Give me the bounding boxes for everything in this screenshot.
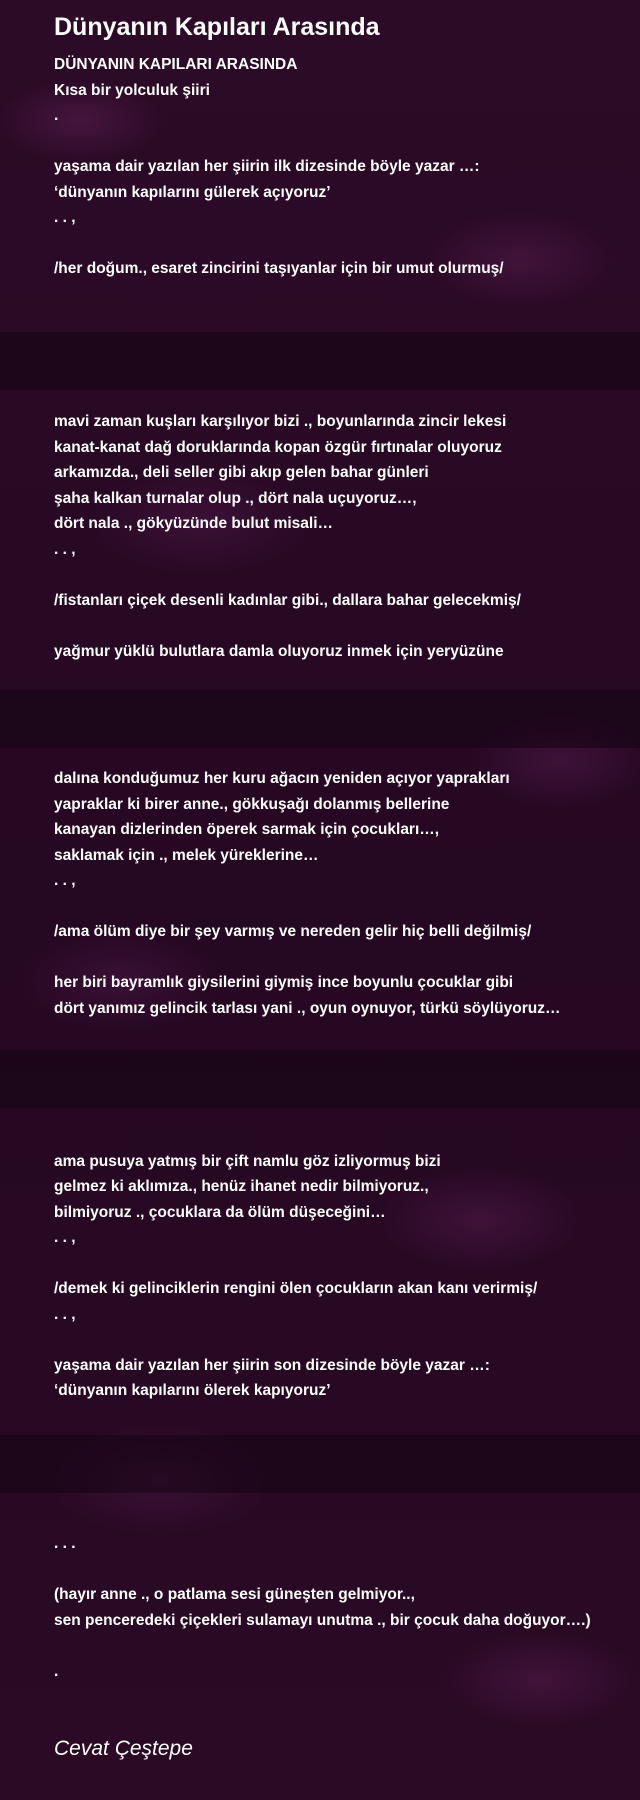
poem-line <box>54 333 634 359</box>
poem-line: dört yanımız gelincik tarlası yani ., oyun oynuyor, türkü söylüyoruz… <box>54 999 561 1017</box>
poem-line <box>54 282 634 308</box>
poem-line: /fistanları çiçek desenli kadınlar gibi., dallara bahar gelecekmiş/ <box>54 591 521 609</box>
poem-line: her biri bayramlık giysilerini giymiş ince boyunlu çocuklar gibi <box>54 974 514 991</box>
poem-line: /her doğum., esaret zincirini taşıyanlar için bir umut olurmuş/ <box>54 260 504 277</box>
poem-line: kanayan dizlerinden öperek sarmak için çocukları…, <box>54 821 440 838</box>
poem-line: yaşama dair yazılan her şiirin ilk dizesinde böyle yazar …: <box>54 158 480 175</box>
poem-line: dört nala ., gökyüzünde bulut misali… <box>54 515 334 532</box>
poem-line <box>54 1047 634 1073</box>
poem-line: ‘dünyanın kapılarını ölerek kapıyoruz’ <box>54 1382 331 1399</box>
poem-line: DÜNYANIN KAPILARI ARASINDA <box>54 56 298 73</box>
poem-line <box>54 1455 634 1481</box>
poem-line <box>54 1021 634 1047</box>
poem-line: ‘dünyanın kapılarını gülerek açıyoruz’ <box>54 183 331 201</box>
poem-line: arkamızda., deli seller gibi akıp gelen bahar günleri <box>54 464 429 481</box>
poem-line: . . , <box>54 872 76 889</box>
poem-line <box>54 307 634 333</box>
poem-line: dalına konduğumuz her kuru ağacın yeniden açıyor yaprakları <box>54 770 510 787</box>
poem-line: /ama ölüm diye bir şey varmış ve nereden gelir hiç belli değilmiş/ <box>54 923 532 940</box>
poem-line <box>54 894 634 920</box>
poem-line <box>54 1429 634 1455</box>
poem-line: . . . <box>54 1535 76 1552</box>
poem-line: . . , <box>54 209 76 226</box>
poem-line <box>54 1633 634 1659</box>
poem-line <box>54 358 634 384</box>
poem-line <box>54 715 634 741</box>
poem-line <box>54 1072 634 1098</box>
poem-line: . . , <box>54 540 76 558</box>
poem-line <box>54 384 634 410</box>
poem-line: . . , <box>54 1305 76 1323</box>
poem-line: yaşama dair yazılan her şiirin son dizesinde böyle yazar …: <box>54 1356 490 1374</box>
poem-line <box>54 562 634 588</box>
poem-line <box>54 1327 634 1353</box>
poem-line: (hayır anne ., o patlama sesi güneşten gelmiyor.., <box>54 1586 415 1603</box>
poem-line <box>54 613 634 639</box>
poem-line <box>54 1251 634 1277</box>
poem-line <box>54 129 634 155</box>
poem-line: . <box>54 107 59 124</box>
poem-line <box>54 1404 634 1430</box>
poem-line: Kısa bir yolculuk şiiri <box>54 81 210 99</box>
poem-line <box>54 1480 634 1506</box>
poem-line <box>54 1557 634 1583</box>
page-title: Dünyanın Kapıları Arasında <box>54 13 380 41</box>
poem-line <box>54 1506 634 1532</box>
poem-line <box>54 945 634 971</box>
poem-line: mavi zaman kuşları karşılıyor bizi ., boyunlarında zincir lekesi <box>54 413 507 430</box>
poem-line <box>54 1098 634 1124</box>
poem-line: yağmur yüklü bulutlara damla oluyoruz inmek için yeryüzüne <box>54 642 504 660</box>
poem-line: kanat-kanat dağ doruklarında kopan özgür fırtınalar oluyoruz <box>54 438 502 456</box>
author-name: Cevat Çeştepe <box>54 1737 193 1760</box>
poem-line <box>54 664 634 690</box>
poem-line: ama pusuya yatmış bir çift namlu göz izliyormuş bizi <box>54 1152 441 1170</box>
poem-line <box>54 1123 634 1149</box>
poem-line <box>54 231 634 257</box>
poem-line <box>54 690 634 716</box>
poem-body <box>54 52 634 1684</box>
poem-line: sen penceredeki çiçekleri sulamayı unutma ., bir çocuk daha doğuyor….) <box>54 1611 591 1629</box>
poem-line: . . , <box>54 1229 76 1246</box>
poem-line: şaha kalkan turnalar olup ., dört nala uçuyoruz…, <box>54 489 417 507</box>
poem-line: bilmiyoruz ., çocuklara da ölüm düşeceğini… <box>54 1203 386 1221</box>
poem-line: yapraklar ki birer anne., gökkuşağı dolanmış bellerine <box>54 795 450 813</box>
poem-line: saklamak için ., melek yüreklerine… <box>54 846 319 864</box>
poem-line: . <box>54 1662 59 1680</box>
poem-line: gelmez ki aklımıza., henüz ihanet nedir bilmiyoruz., <box>54 1178 429 1195</box>
poem-line: /demek ki gelinciklerin rengini ölen çocukların akan kanı verirmiş/ <box>54 1280 538 1297</box>
poem-line <box>54 741 634 767</box>
